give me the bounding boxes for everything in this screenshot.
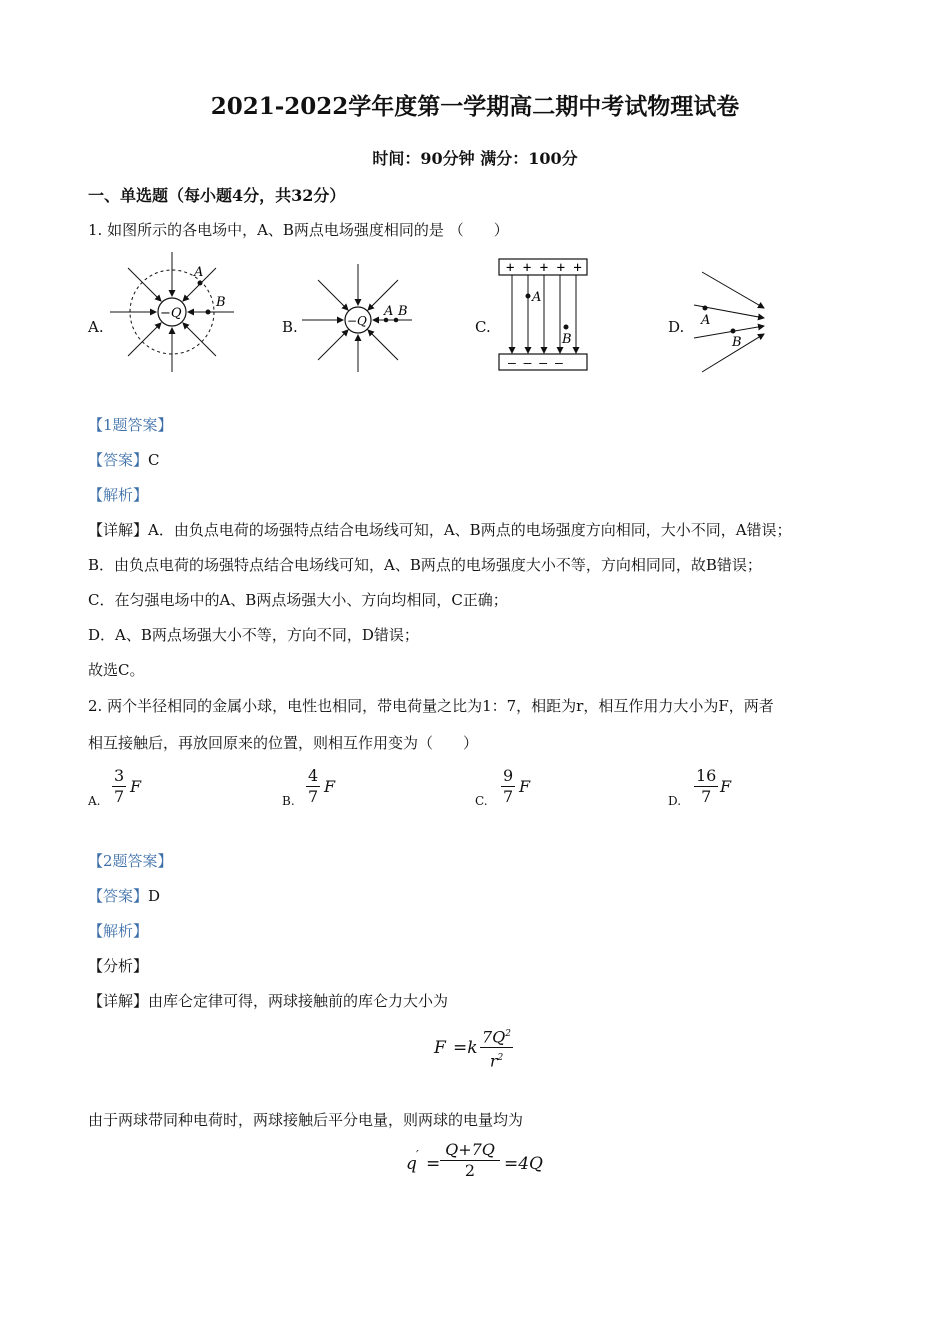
q1-figb-label-a: A — [384, 304, 394, 319]
q1-figc-plus: + + + + + — [506, 260, 582, 276]
eq1-num: 7Q — [482, 1027, 506, 1047]
q2-answer-value: D — [148, 887, 161, 905]
q2-detail-tag: 【详解】 — [88, 992, 149, 1010]
q2-option-a-den: 7 — [114, 787, 125, 806]
q1-figure-a — [106, 250, 238, 374]
q1-figb-charge: −Q — [347, 314, 367, 328]
q1-figd-label-a: A — [701, 313, 711, 328]
q2-option-c-num: 9 — [503, 766, 514, 785]
q1-detail-line: 故选C。 — [88, 661, 145, 679]
q2-option-d-fraction — [694, 766, 718, 807]
q1-figb-label-b: B — [398, 304, 408, 319]
q1-figa-label-b: B — [216, 295, 226, 310]
q1-answer-value: C — [148, 451, 160, 469]
eq2-fraction — [440, 1140, 500, 1181]
q2-option-d-num: 16 — [696, 766, 717, 785]
q1-option-c-label: C. — [475, 318, 491, 336]
q1-figc-minus: — — — — — [508, 356, 563, 371]
q1-answer-tag: 【1题答案】 — [88, 416, 173, 434]
eq2-eq: = — [426, 1154, 441, 1174]
q1-figa-charge: −Q — [160, 306, 182, 321]
q2-stem-line2: 相互接触后，再放回原来的位置，则相互作用变为（ ） — [88, 734, 479, 752]
q2-option-b-fraction — [306, 766, 320, 807]
q2-fenxi-tag: 【分析】 — [88, 957, 149, 975]
eq1-eq: =k — [453, 1038, 478, 1058]
q1-stem: 1. 如图所示的各电场中，A、B两点电场强度相同的是 （ ） — [88, 221, 509, 239]
q2-stem-line1: 2. 两个半径相同的金属小球，电性也相同，带电荷量之比为1：7，相距为r，相互作用力大小为F，两者 — [88, 697, 774, 715]
q2-option-a-label: A. — [88, 794, 101, 808]
q2-option-b-var: F — [324, 777, 336, 796]
q2-option-c-var: F — [519, 777, 531, 796]
q1-figc-label-a: A — [532, 290, 542, 305]
q2-option-a-var: F — [130, 777, 142, 796]
eq2-lhs: q — [406, 1154, 417, 1174]
eq1-lhs: F — [434, 1038, 446, 1058]
eq1-den-exp: 2 — [497, 1053, 504, 1064]
q1-detail-line: A．由负点电荷的场强特点结合电场线可知，A、B两点的电场强度方向相同，大小不同，A错误； — [148, 521, 792, 539]
q1-figa-label-a: A — [194, 265, 204, 280]
q1-detail-line: C．在匀强电场中的A、B两点场强大小、方向均相同，C正确； — [88, 591, 508, 609]
q1-option-d-label: D. — [668, 318, 685, 336]
q1-detail-tag: 【详解】 — [88, 521, 149, 539]
q1-figc-label-b: B — [562, 332, 572, 347]
q2-option-c-den: 7 — [503, 787, 514, 806]
q2-option-d-var: F — [720, 777, 732, 796]
q2-option-a-num: 3 — [114, 766, 125, 785]
exam-subtitle: 时间：90分钟 满分：100分 — [372, 149, 578, 168]
q1-option-b-label: B. — [282, 318, 298, 336]
eq2-den: 2 — [464, 1161, 476, 1180]
eq1-fraction — [480, 1024, 513, 1072]
q2-mid-text: 由于两球带同种电荷时，两球接触后平分电量，则两球的电量均为 — [88, 1111, 524, 1129]
q1-detail-line: D．A、B两点场强大小不等，方向不同，D错误； — [88, 626, 419, 644]
section-heading: 一、单选题（每小题4分，共32分） — [88, 186, 346, 205]
eq1-num-exp: 2 — [505, 1029, 512, 1039]
q1-option-a-label: A. — [88, 318, 104, 336]
q1-figure-b — [300, 262, 420, 374]
eq2-rhs: =4Q — [504, 1154, 543, 1174]
q2-option-d-den: 7 — [701, 787, 712, 806]
q2-option-b-num: 4 — [308, 766, 319, 785]
q1-analysis-tag: 【解析】 — [88, 486, 149, 504]
eq2-num: Q+7Q — [440, 1140, 500, 1161]
q2-option-b-label: B. — [282, 794, 295, 808]
eq1-den: r — [489, 1051, 498, 1071]
q2-option-a-fraction — [112, 766, 126, 807]
q2-option-d-label: D. — [668, 794, 682, 808]
q1-figure-d — [690, 268, 770, 376]
q2-answer-label: 【答案】 — [88, 887, 149, 905]
exam-title: 2021-2022学年度第一学期高二期中考试物理试卷 — [210, 93, 740, 120]
q2-option-c-fraction — [501, 766, 515, 807]
q2-analysis-tag: 【解析】 — [88, 922, 149, 940]
q1-answer-label: 【答案】 — [88, 451, 149, 469]
q2-option-b-den: 7 — [308, 787, 319, 806]
q1-detail-line: B．由负点电荷的场强特点结合电场线可知，A、B两点的电场强度大小不等，方向相同同，故B错误； — [88, 556, 762, 574]
q2-option-c-label: C. — [475, 794, 488, 808]
q1-figd-label-b: B — [732, 335, 742, 350]
q2-answer-tag: 【2题答案】 — [88, 852, 173, 870]
q1-figure-c — [496, 256, 592, 374]
q2-detail-text: 由库仑定律可得，两球接触前的库仑力大小为 — [148, 992, 449, 1010]
eq2-prime: ′ — [416, 1148, 419, 1162]
